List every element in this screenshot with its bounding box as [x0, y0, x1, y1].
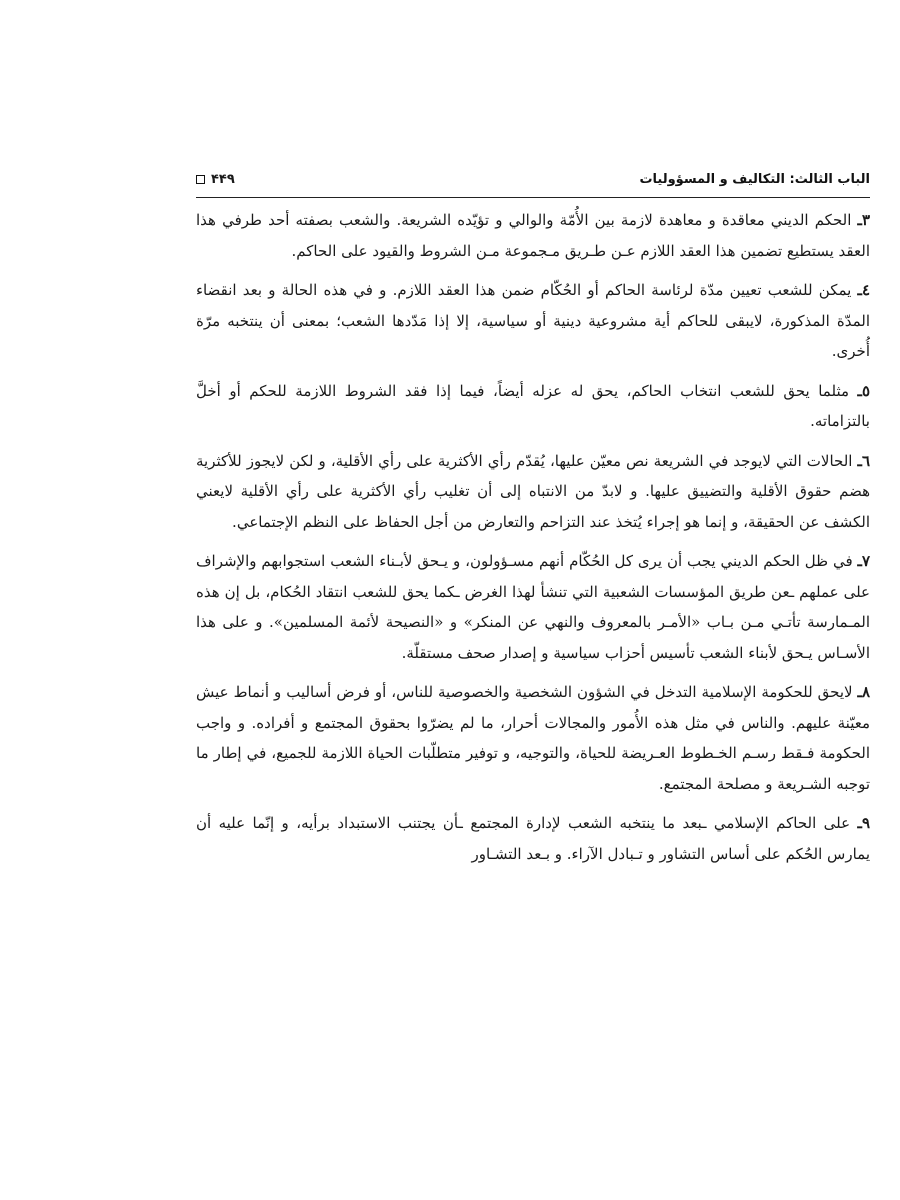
paragraph-8	[196, 677, 870, 799]
item-number: ۳ـ	[857, 211, 870, 229]
paragraph-7	[196, 546, 870, 668]
page-number-group	[196, 172, 235, 187]
paragraph-text: في ظل الحكم الديني يجب أن يرى كل الحُكّام أنهم مسـؤولون، و يـحق لأبـناء الشعب استجوابهم والإشراف على عملهم ـعن طريق المؤسسات الشعبية التي تنشأ لهذا الغرض ـكما يحق للشعب انتقاد الحُكام، بل إن هذه المـمارسة تأتـي مـن بـاب «الأمـر بالمعروف والنهي عن المنكر» و «النصيحة لأئمة المسلمين». و على هذا الأسـاس يـحق لأبناء الشعب تأسيس أحزاب سياسية و إصدار صحف مستقلّة.	[196, 552, 870, 662]
running-header	[196, 166, 870, 192]
item-number: ٧ـ	[857, 552, 870, 570]
paragraph-text: الحالات التي لايوجد في الشريعة نص معيّن عليها، يُقدّم رأي الأكثرية على رأي الأقلية، و لكن لايجوز للأكثرية هضم حقوق الأقلية والتضييق عليها. و لابدّ من الانتباه إلى أن تغليب رأي الأكثرية على رأي الأقلية لايعني الكشف عن الحقيقة، و إنما هو إجراء يُتخذ عند التزاحم والتعارض من أجل الحفاظ على النظم الإجتماعي.	[196, 451, 870, 531]
paragraph-text: على الحاكم الإسلامي ـبعد ما ينتخبه الشعب لإدارة المجتمع ـأن يجتنب الاستبداد برأيه، و إنّما عليه أن يمارس الحُكم على أساس التشاور و تـبادل الآراء. و بـعد التشـاور	[196, 814, 870, 863]
item-number: ٥ـ	[857, 381, 870, 400]
paragraph-3	[196, 205, 870, 266]
paragraph-text: الحكم الديني معاقدة و معاهدة لازمة بين الأُمّة والوالي و تؤيّده الشريعة. والشعب بصفته أحد طرفي هذا العقد يستطيع تضمين هذا العقد اللازم عـن طـريق مـجموعة مـن الشروط والقيود على الحاكم.	[196, 211, 870, 260]
item-number: ٦ـ	[857, 451, 870, 470]
body-text	[196, 205, 870, 869]
page-number: ۴۴۹	[211, 171, 235, 187]
square-icon	[196, 175, 205, 184]
paragraph-5	[196, 376, 870, 437]
paragraph-4	[196, 275, 870, 367]
item-number: ٩ـ	[857, 814, 870, 832]
paragraph-text: يمكن للشعب تعيين مدّة لرئاسة الحاكم أو الحُكّام ضمن هذا العقد اللازم. و في هذه الحالة و بعد انقضاء المدّة المذكورة، لايبقى للحاكم أية مشروعية دينية أو سياسية، إلا إذا مَدّدها الشعب؛ بمعنى أن ينتخبه مرّة أُخرى.	[196, 281, 870, 360]
paragraph-6	[196, 446, 870, 538]
chapter-title: الباب الثالث: التكاليف و المسؤوليات	[639, 171, 870, 187]
paragraph-text: لايحق للحكومة الإسلامية التدخل في الشؤون الشخصية والخصوصية للناس، أو فرض أساليب و أنماط عيش معيّنة عليهم. والناس في مثل هذه الأُمور والمجالات أحرار، ما لم يضرّوا بحقوق المجتمع و أفراده. و واجب الحكومة فـقط رسـم الخـطوط العـريضة للحياة، والتوجيه، و توفير متطلّبات الحياة اللازمة للجميع، في إطار ما توجبه الشـريعة و مصلحة المجتمع.	[196, 683, 870, 793]
paragraph-text: مثلما يحق للشعب انتخاب الحاكم، يحق له عزله أيضاً، فيما إذا فقد الشروط اللازمة للحكم أو أخلَّ بالتزاماته.	[196, 381, 870, 430]
item-number: ٨ـ	[857, 683, 870, 701]
header-divider	[196, 197, 870, 198]
item-number: ٤ـ	[857, 281, 870, 299]
paragraph-9	[196, 808, 870, 869]
